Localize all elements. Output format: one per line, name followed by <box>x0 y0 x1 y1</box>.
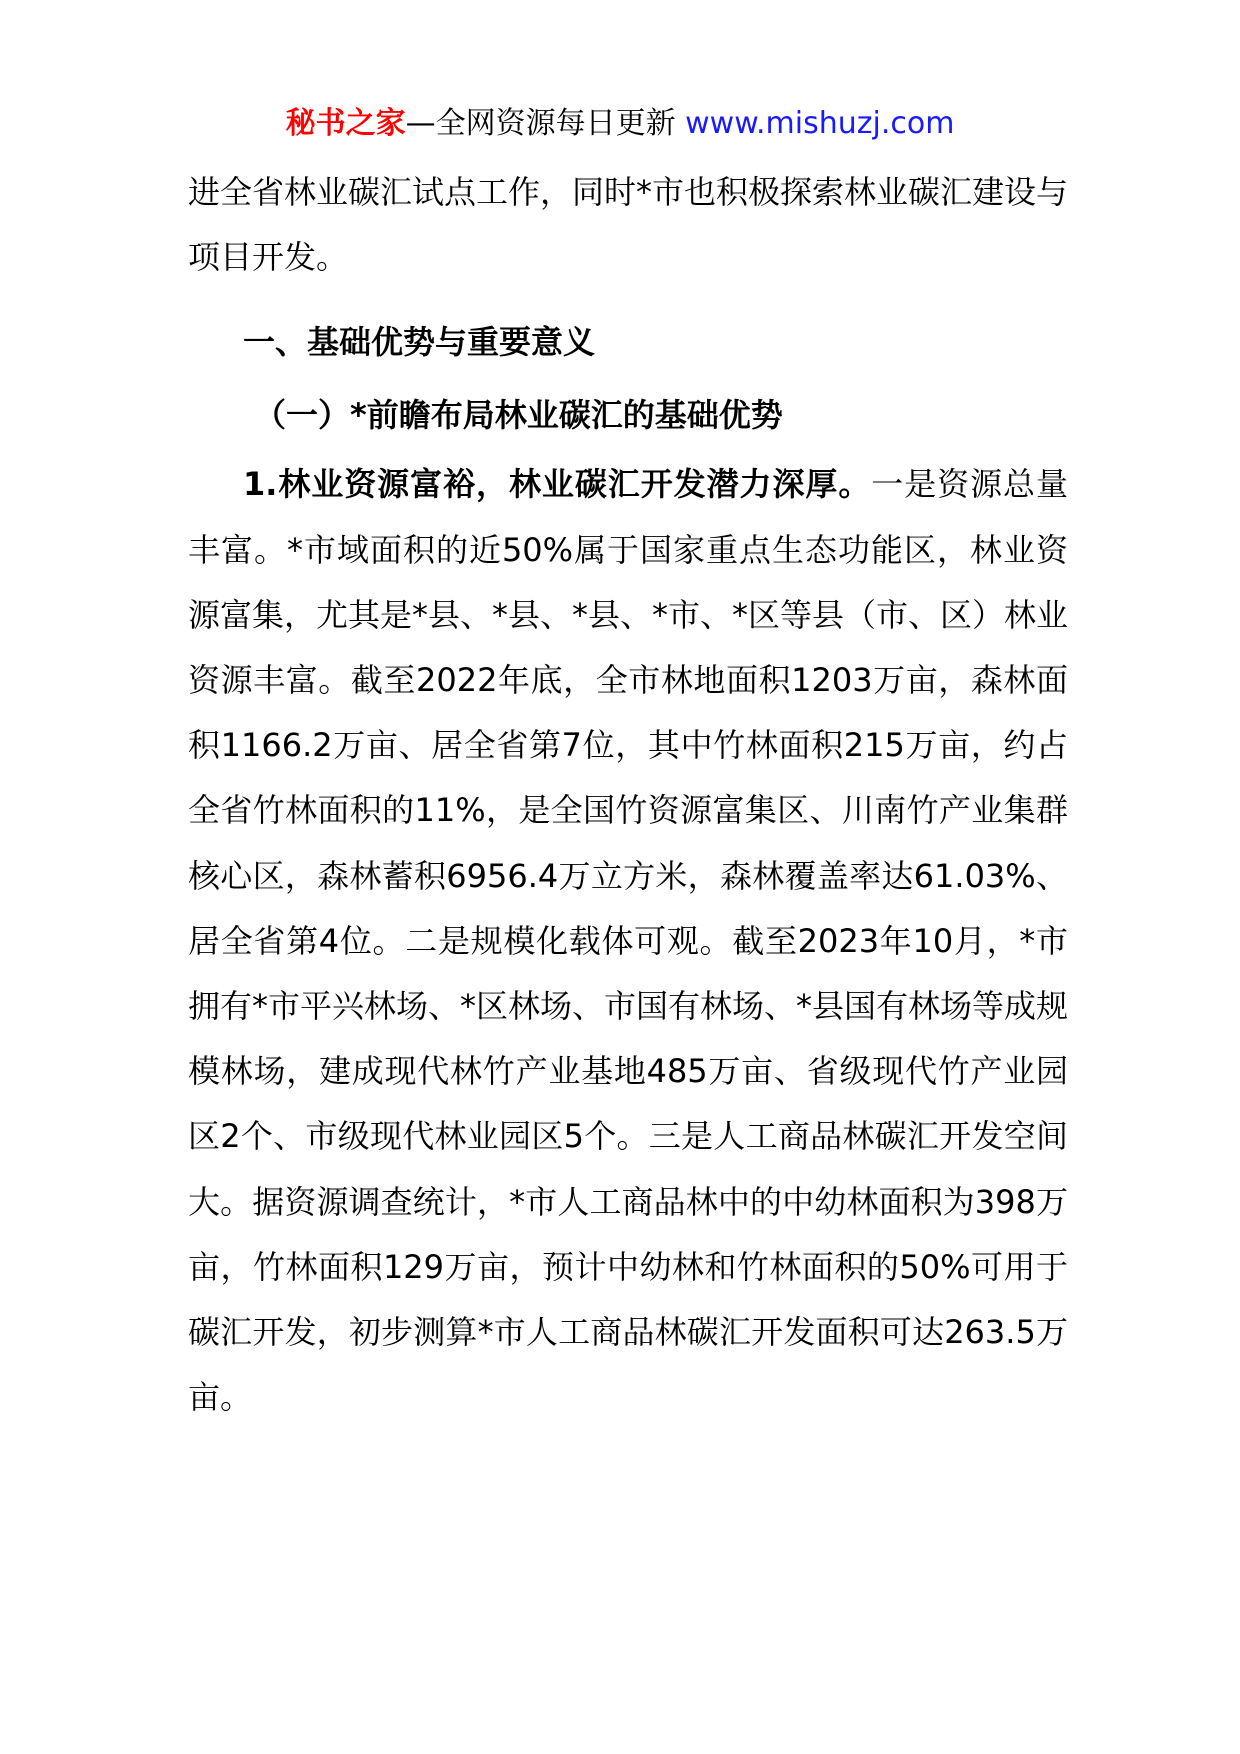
paragraph-body: 一是资源总量丰富。*市域面积的近50%属于国家重点生态功能区，林业资源富集，尤其是*县、*县、*县、*市、*区等县（市、区）林业资源丰富。截至2022年底，全市林地面积1203万亩，森林面积1166.2万亩、居全省第7位，其中竹林面积215万亩，约占全省竹林面积的11%，是全国竹资源富集区、川南竹产业集群核心区，森林蓄积6956.4万立方米，森林覆盖率达61.03%、居全省第4位。二是规模化载体可观。截至2023年10月，*市拥有*市平兴林场、*区林场、市国有林场、*县国有林场等成规模林场，建成现代林竹产业基地485万亩、省级现代竹产业园区2个、市级现代林业园区5个。三是人工商品林碳汇开发空间大。据资源调查统计，*市人工商品林中的中幼林面积为398万亩，竹林面积129万亩，预计中幼林和竹林面积的50%可用于碳汇开发，初步测算*市人工商品林碳汇开发面积可达263.5万亩。 <box>188 465 1069 1417</box>
paragraph-lead: 1.林业资源富裕，林业碳汇开发潜力深厚。 <box>243 465 872 504</box>
header-tagline: —全网资源每日更新 <box>405 106 676 141</box>
subsection-heading: （一）*前瞻布局林业碳汇的基础优势 <box>254 396 783 435</box>
continuation-paragraph: 进全省林业碳汇试点工作，同时*市也积极探索林业碳汇建设与项目开发。 <box>188 173 1069 277</box>
body-paragraph <box>188 452 1068 1430</box>
brand-name: 秘书之家 <box>285 106 406 141</box>
site-url-link[interactable]: www.mishuzj.com <box>685 106 955 141</box>
site-header <box>0 104 1240 144</box>
section-heading: 一、基础优势与重要意义 <box>243 323 596 362</box>
document-body <box>188 160 1068 1430</box>
